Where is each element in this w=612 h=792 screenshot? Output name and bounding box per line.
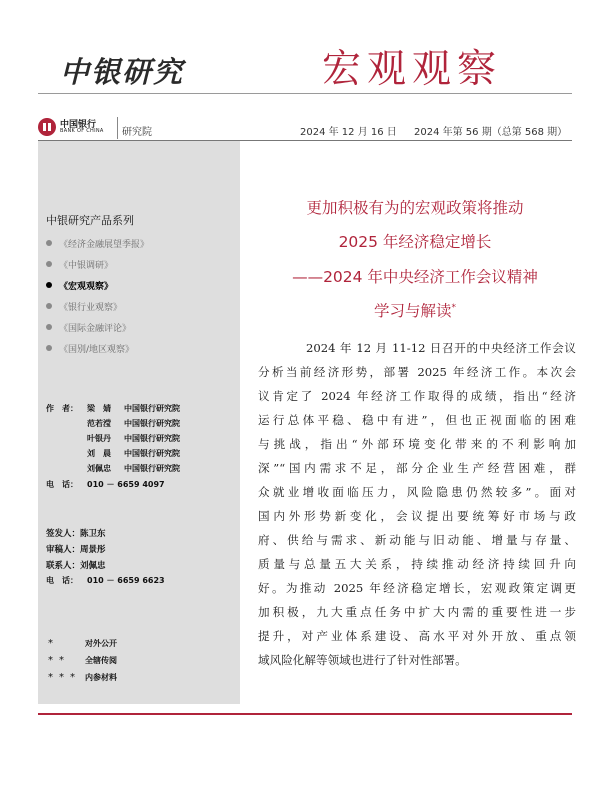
author-name: 刘佩忠 xyxy=(87,464,111,473)
body-line: 府、供给与需求、新动能与旧动能、增量与存量、 xyxy=(258,533,576,547)
author-name: 刘 晨 xyxy=(87,449,111,458)
article-title-line: 更加积极有为的宏观政策将推动 xyxy=(306,199,524,217)
authors-label: 作 者： xyxy=(46,404,78,413)
series-item[interactable] xyxy=(46,300,122,313)
bullet-icon xyxy=(46,282,52,288)
distribution-stars: * xyxy=(48,638,59,649)
article-subtitle-text: 学习与解读 xyxy=(373,302,452,320)
bank-of-china-logo xyxy=(38,117,122,139)
series-item[interactable] xyxy=(46,321,131,334)
magazine-title: 宏观观察 xyxy=(322,47,503,92)
contact-person: 联系人：刘佩忠 xyxy=(46,561,106,571)
author-name: 叶银丹 xyxy=(87,434,111,443)
series-item-label: 《银行业观察》 xyxy=(59,303,123,313)
distribution-label: 对外公开 xyxy=(85,639,117,648)
footnote-mark: * xyxy=(451,302,456,313)
brand-script-logo: 中银研究 xyxy=(60,55,185,89)
series-item[interactable] xyxy=(46,237,149,250)
author-org: 中国银行研究院 xyxy=(124,404,180,413)
body-line: 国内外形势新变化，会议提出要统筹好市场与政 xyxy=(258,509,576,523)
body-line: 质量与总量五大关系，持续推动经济持续回升向 xyxy=(258,557,576,571)
author-org: 中国银行研究院 xyxy=(124,449,180,458)
header-rule xyxy=(38,93,572,94)
logo-divider xyxy=(117,117,118,139)
issue-date: 2024 年 12 月 16 日 xyxy=(300,127,397,138)
article-subtitle-line: ——2024 年中央经济工作会议精神 xyxy=(292,268,538,286)
article-title-line: 2025 年经济稳定增长 xyxy=(338,233,492,251)
body-line: 深”“国内需求不足，部分企业生产经营困难，群 xyxy=(258,461,576,475)
logo-english-name: BANK OF CHINA xyxy=(60,128,104,134)
series-item-label: 《国别/地区观察》 xyxy=(59,345,135,355)
series-item-label: 《中银调研》 xyxy=(59,261,114,271)
series-item-label: 《国际金融评论》 xyxy=(59,324,132,334)
phone-number: 010 － 6659 4097 xyxy=(87,480,165,489)
body-line: 与挑战，指出“外部环境变化带来的不利影响加 xyxy=(258,437,576,451)
series-item[interactable] xyxy=(46,342,134,355)
body-line: 域风险化解等领域也进行了针对性部署。 xyxy=(258,653,467,667)
bullet-icon xyxy=(46,240,52,246)
author-name: 范若滢 xyxy=(87,419,111,428)
series-item-active[interactable] xyxy=(46,279,113,292)
phone-label: 电 话： xyxy=(46,480,78,489)
distribution-label: 内参材料 xyxy=(85,673,117,682)
distribution-stars: *** xyxy=(48,672,81,683)
body-line: 好。为推动 2025 年经济稳定增长，宏观政策定调更 xyxy=(258,581,576,595)
bullet-icon xyxy=(46,303,52,309)
contact-phone-label: 电 话： xyxy=(46,576,78,585)
body-line: 提升，对产业体系建设、高水平对外开放、重点领 xyxy=(258,629,576,643)
article-subtitle-line xyxy=(250,299,580,321)
distribution-label: 全辖传阅 xyxy=(85,656,117,665)
institute-name: 研究院 xyxy=(122,127,152,138)
body-line: 分析当前经济形势，部署 2025 年经济工作。本次会 xyxy=(258,365,576,379)
author-name: 梁 婧 xyxy=(87,404,111,413)
series-item-label: 《经济金融展望季报》 xyxy=(59,240,150,250)
series-title: 中银研究产品系列 xyxy=(46,214,134,227)
body-line: 运行总体平稳、稳中有进”，但也正视面临的困难 xyxy=(258,413,576,427)
bank-logo-icon xyxy=(38,118,56,136)
body-line: 议肯定了 2024 年经济工作取得的成绩，指出“经济 xyxy=(258,389,576,403)
series-item-label: 《宏观观察》 xyxy=(59,282,114,292)
bullet-icon xyxy=(46,324,52,330)
contact-phone: 010 － 6659 6623 xyxy=(87,576,165,585)
body-line: 2024 年 12 月 11-12 日召开的中央经济工作会议 xyxy=(306,341,576,355)
body-line: 众就业增收面临压力，风险隐患仍然较多”。面对 xyxy=(258,485,576,499)
author-org: 中国银行研究院 xyxy=(124,434,180,443)
bullet-icon xyxy=(46,261,52,267)
signer: 签发人：陈卫东 xyxy=(46,529,106,539)
body-line: 加积极，九大重点任务中扩大内需的重要性进一步 xyxy=(258,605,576,619)
issue-number: 2024 年第 56 期（总第 568 期） xyxy=(414,127,568,138)
distribution-stars: ** xyxy=(48,655,70,666)
bullet-icon xyxy=(46,345,52,351)
author-org: 中国银行研究院 xyxy=(124,464,180,473)
author-org: 中国银行研究院 xyxy=(124,419,180,428)
reviewer: 审稿人：周景彤 xyxy=(46,545,106,555)
series-item[interactable] xyxy=(46,258,113,271)
logo-chinese-name: 中国银行 xyxy=(60,120,97,130)
footer-rule xyxy=(38,713,572,715)
